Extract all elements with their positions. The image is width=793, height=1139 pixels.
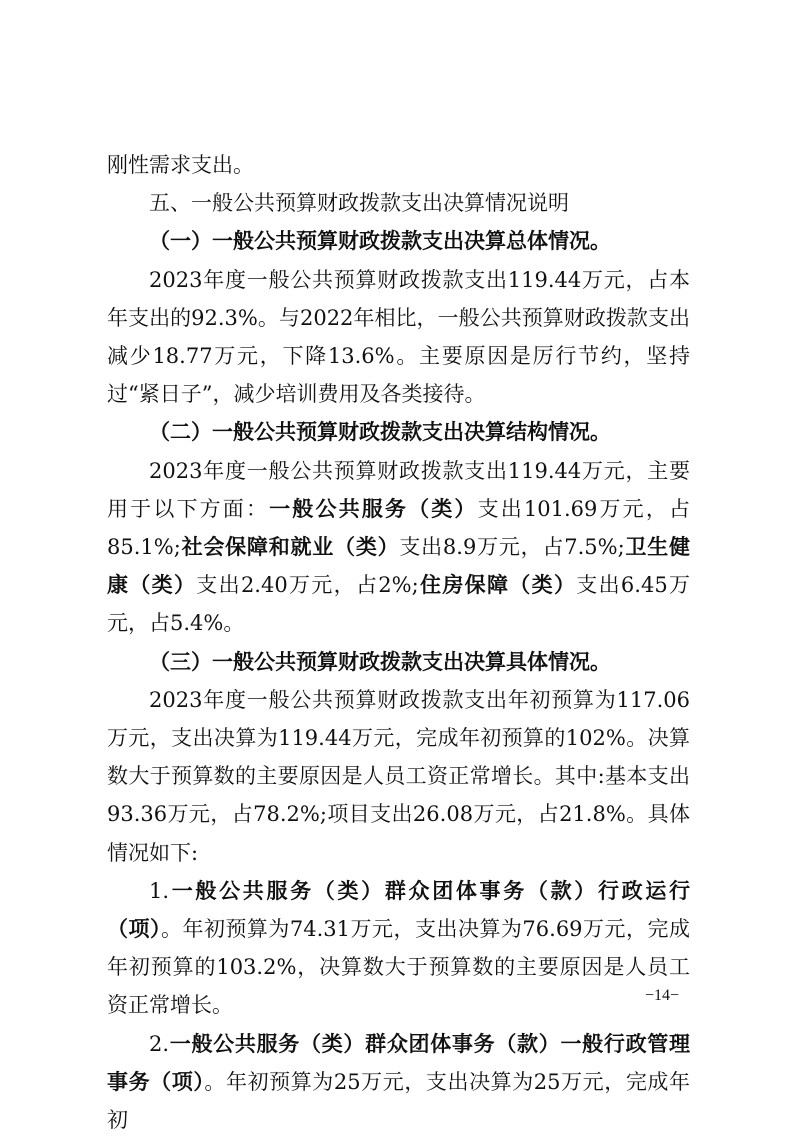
paragraph-detail: 2023年度一般公共预算财政拨款支出年初预算为117.06万元，支出决算为119.44万元，完成年初预算的102%。决算数大于预算数的主要原因是人员工资正常增长。其中:基本支出93.36万元，占78.2%;项目支出26.08万元，占21.8%。具体情况如下: <box>107 687 690 865</box>
list-item-2-number: 2. <box>149 1031 170 1056</box>
category-general-public-services-value: 支出101.69万元，占85.1%; <box>107 496 691 560</box>
subsection-heading-2: （二）一般公共预算财政拨款支出决算结构情况。 <box>149 420 611 445</box>
page-number: −14− <box>645 987 680 1004</box>
list-item-1-number: 1. <box>149 878 170 903</box>
list-item-1-label: 一般公共服务（类）群众团体事务（款）行政运行（项） <box>107 878 690 942</box>
category-social-security: 社会保障和就业（类） <box>180 535 400 560</box>
category-general-public-services: 一般公共服务（类） <box>269 496 478 521</box>
category-housing-value: 支出6.45万元，占5.4%。 <box>107 573 691 636</box>
list-item-1-text: 。年初预算为74.31万元，支出决算为76.69万元，完成年初预算的103.2%，决算数大于预算数的主要原因是人员工资正常增长。 <box>107 917 690 1018</box>
subsection-heading-1: （一）一般公共预算财政拨款支出决算总体情况。 <box>149 229 611 254</box>
category-health-value: 支出2.40万元，占2%; <box>196 573 419 598</box>
category-health: 卫生健康（类） <box>107 535 690 598</box>
subsection-heading-3: （三）一般公共预算财政拨款支出决算具体情况。 <box>149 649 611 674</box>
section-heading-5: 五、一般公共预算财政拨款支出决算情况说明 <box>149 191 569 216</box>
category-housing: 住房保障（类） <box>418 573 577 598</box>
document-body <box>107 146 690 1139</box>
paragraph-structure <box>107 452 690 643</box>
structure-intro: 2023年度一般公共预算财政拨款支出119.44万元，主要用于以下方面： <box>107 458 690 521</box>
list-item-1 <box>107 872 690 1025</box>
list-item-2-label: 一般公共服务（类）群众团体事务（款）一般行政管理事务（项） <box>107 1031 690 1094</box>
paragraph-continuation: 刚性需求支出。 <box>107 153 254 177</box>
paragraph-overall: 2023年度一般公共预算财政拨款支出119.44万元，占本年支出的92.3%。与2022年相比，一般公共预算财政拨款支出减少18.77万元，下降13.6%。主要原因是厉行节约，坚持过“紧日子”，减少培训费用及各类接待。 <box>107 267 690 407</box>
list-item-2-text: 。年初预算为25万元，支出决算为25万元，完成年初 <box>107 1069 691 1133</box>
category-social-security-value: 支出8.9万元，占7.5%; <box>399 535 625 560</box>
